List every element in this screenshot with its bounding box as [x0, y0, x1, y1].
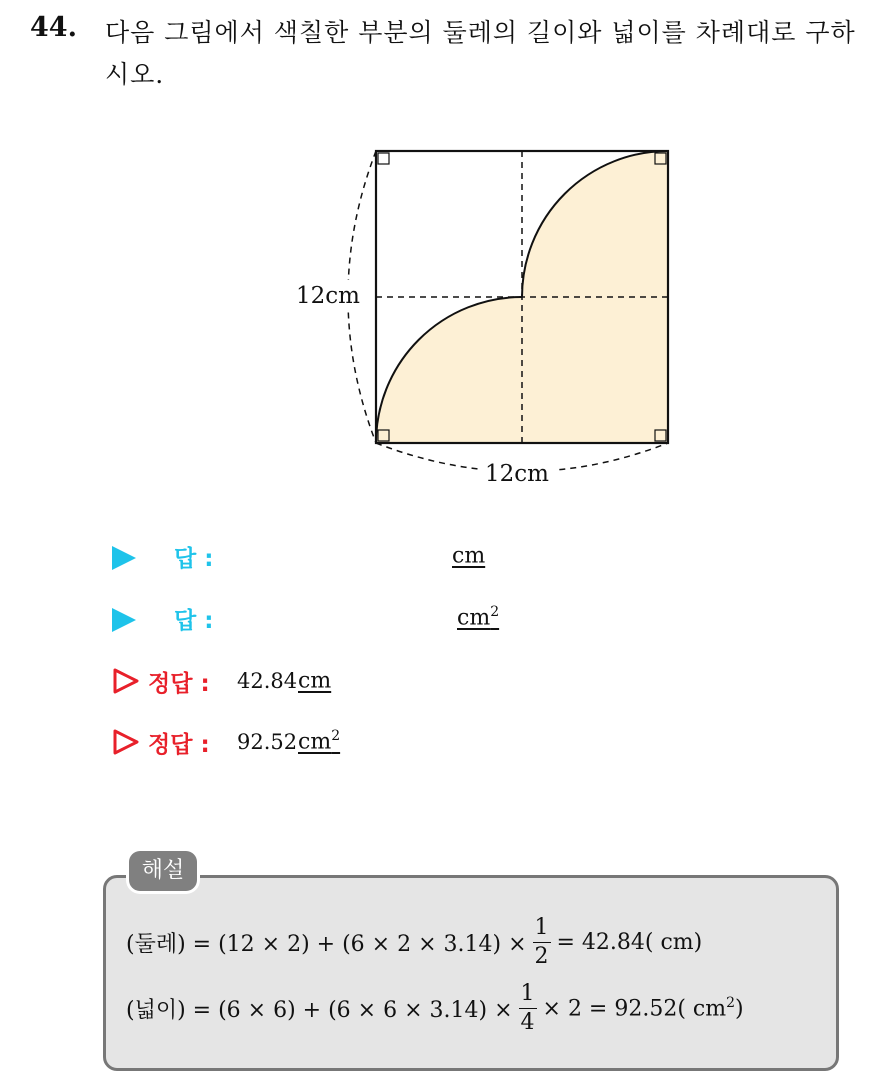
bottom-label: 12cm [485, 461, 549, 487]
fraction [533, 914, 551, 969]
correct-row-area [112, 726, 512, 766]
correct-unit: $cm^2$ [298, 728, 341, 755]
correct-label: 정답 : [148, 671, 210, 697]
solution-rhs: × 2 = 92.52( $cm^2$) [542, 994, 744, 1022]
solution-line-area [126, 978, 744, 1038]
play-triangle-icon [112, 546, 136, 570]
outline-triangle-icon [112, 667, 140, 695]
solution-box [103, 875, 839, 1071]
problem-text: 다음 그림에서 색칠한 부분의 둘레의 길이와 넓이를 차례대로 구하시오. [105, 18, 856, 89]
fraction-numerator: 1 [534, 914, 549, 940]
answer-unit: cm [452, 543, 486, 569]
solution-line-perimeter [126, 912, 702, 972]
solution-rhs: = 42.84( cm) [556, 929, 703, 955]
problem-number: 44. [30, 12, 77, 43]
solution-lhs: (둘레) = (12 × 2) + (6 × 2 × 3.14) × [126, 931, 527, 957]
answer-row-area [112, 602, 512, 642]
fraction-denominator: 4 [520, 1009, 535, 1035]
correct-value: 92.52 [237, 730, 298, 754]
play-triangle-icon [112, 608, 136, 632]
fraction [519, 980, 537, 1035]
answer-label: 답 : [174, 608, 214, 634]
solution-lhs: (넓이) = (6 × 6) + (6 × 6 × 3.14) × [126, 997, 513, 1023]
answer-label: 답 : [174, 546, 214, 572]
solution-tag: 해설 [129, 851, 197, 891]
correct-unit: cm [298, 668, 332, 694]
correct-label: 정답 : [148, 732, 210, 758]
correct-row-perimeter [112, 665, 512, 705]
correct-value: 42.84 [237, 669, 298, 693]
left-label: 12cm [296, 283, 360, 309]
outline-triangle-icon [112, 728, 140, 756]
figure [0, 0, 884, 520]
right-angle-mark-top-left [378, 153, 389, 164]
answer-row-perimeter [112, 540, 512, 580]
fraction-denominator: 2 [534, 943, 549, 969]
answer-unit: $cm^2$ [457, 604, 500, 631]
fraction-numerator: 1 [520, 980, 535, 1006]
